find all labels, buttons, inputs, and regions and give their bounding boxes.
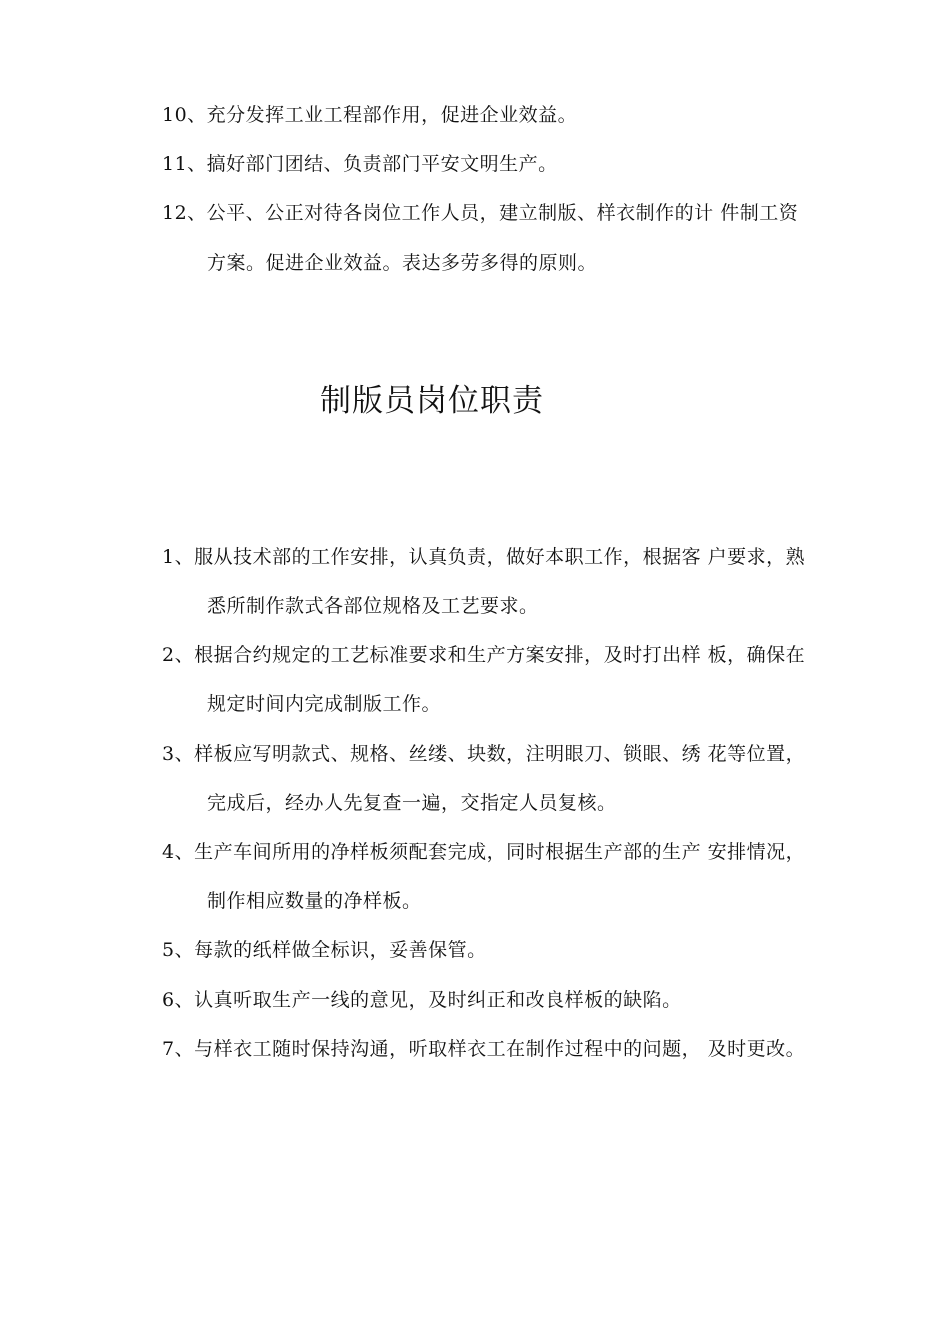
list-item-10: 10、充分发挥工业工程部作用，促进企业效益。 xyxy=(162,104,578,126)
duty-item-2: 2、根据合约规定的工艺标准要求和生产方案安排，及时打出样 板，确保在 xyxy=(162,644,806,666)
duty-item-4: 4、生产车间所用的净样板须配套完成，同时根据生产部的生产 安排情况， xyxy=(162,841,806,863)
duty-item-2-continued: 规定时间内完成制版工作。 xyxy=(207,693,442,715)
duty-item-1-continued: 悉所制作款式各部位规格及工艺要求。 xyxy=(207,595,539,617)
duty-item-7: 7、与样衣工随时保持沟通，听取样衣工在制作过程中的问题， 及时更改。 xyxy=(162,1038,806,1060)
list-item-11: 11、搞好部门团结、负责部门平安文明生产。 xyxy=(162,153,558,175)
duty-item-3: 3、样板应写明款式、规格、丝缕、块数，注明眼刀、锁眼、绣 花等位置， xyxy=(162,743,806,765)
duty-item-1: 1、服从技术部的工作安排，认真负责，做好本职工作，根据客 户要求，熟 xyxy=(162,546,806,568)
list-item-12-continued: 方案。促进企业效益。表达多劳多得的原则。 xyxy=(207,252,598,274)
duty-item-6: 6、认真听取生产一线的意见，及时纠正和改良样板的缺陷。 xyxy=(162,989,682,1011)
list-item-12: 12、公平、公正对待各岗位工作人员，建立制版、样衣制作的计 件制工资 xyxy=(162,202,799,224)
duty-item-4-continued: 制作相应数量的净样板。 xyxy=(207,890,422,912)
duty-item-5: 5、每款的纸样做全标识，妥善保管。 xyxy=(162,939,487,961)
page-title: 制版员岗位职责 xyxy=(320,383,544,419)
duty-item-3-continued: 完成后，经办人先复查一遍，交指定人员复核。 xyxy=(207,792,617,814)
